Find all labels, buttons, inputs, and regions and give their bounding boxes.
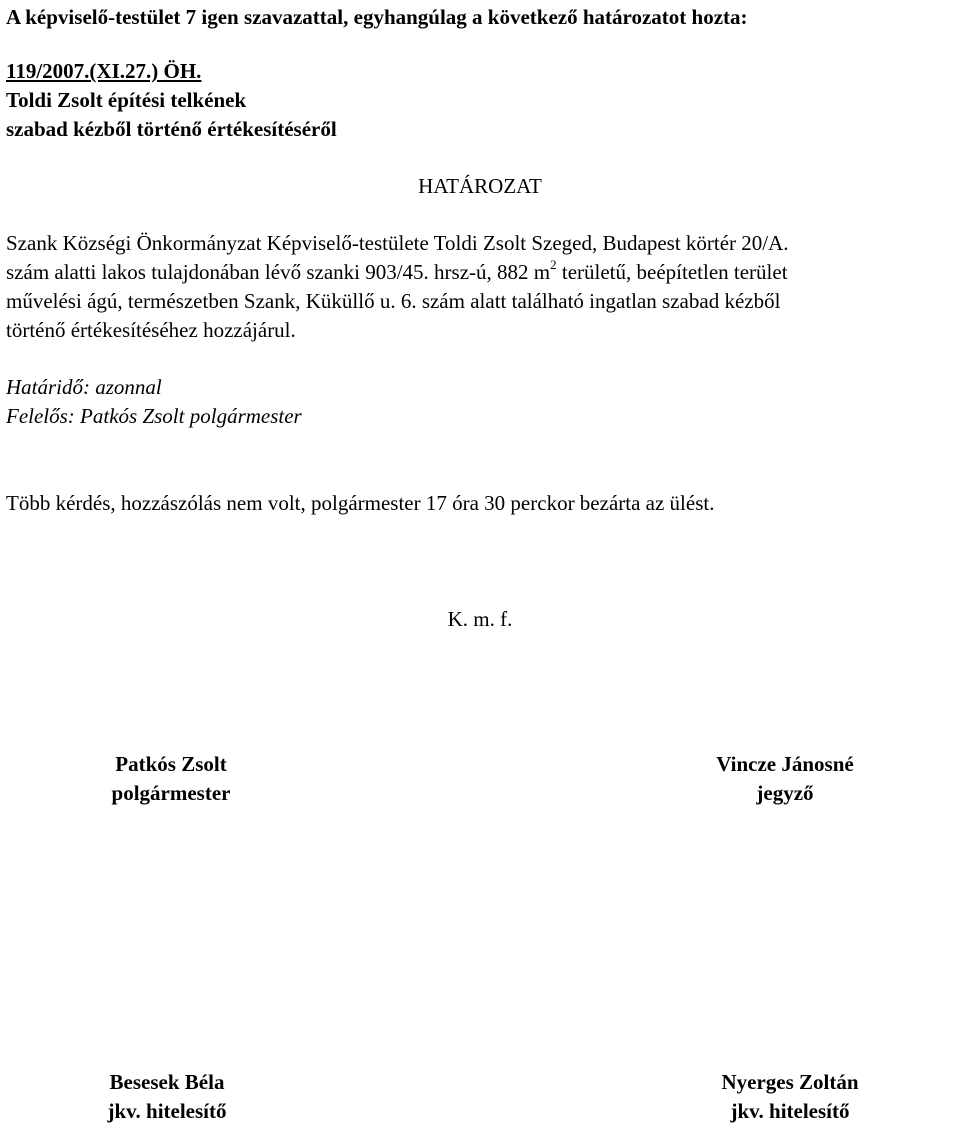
intro-text: A képviselő-testület 7 igen szavazattal, egyhangúlag a következő határozatot hozta: — [6, 5, 748, 29]
signature-witness2 — [690, 1068, 890, 1126]
mayor-name: Patkós Zsolt — [115, 752, 227, 776]
resolution-body-line4: történő értékesítéséhez hozzájárul. — [6, 318, 296, 342]
resolution-subject-line1: Toldi Zsolt építési telkének — [6, 88, 247, 112]
mayor-title: polgármester — [111, 781, 231, 805]
deadline-text: Határidő: azonnal — [6, 375, 162, 399]
superscript-2: 2 — [550, 257, 557, 272]
signature-mayor — [76, 750, 266, 808]
signature-notary — [685, 750, 885, 808]
resolution-number: 119/2007.(XI.27.) ÖH. — [6, 59, 202, 83]
resolution-heading: HATÁROZAT — [418, 174, 542, 198]
witness1-name: Besesek Béla — [109, 1070, 225, 1094]
body-line2-post: területű, beépítetlen terület — [556, 260, 788, 284]
witness2-title: jkv. hitelesítő — [730, 1099, 850, 1123]
resolution-body-line1: Szank Községi Önkormányzat Képviselő-testülete Toldi Zsolt Szeged, Budapest körtér 20/A. — [6, 231, 789, 255]
witness1-title: jkv. hitelesítő — [107, 1099, 227, 1123]
notary-name: Vincze Jánosné — [716, 752, 854, 776]
resolution-body-line2 — [6, 258, 954, 286]
resolution-subject-line2: szabad kézből történő értékesítéséről — [6, 117, 337, 141]
resolution-body-line3: művelési ágú, természetben Szank, Küküllő u. 6. szám alatt található ingatlan szabad kézből — [6, 289, 781, 313]
notary-title: jegyző — [756, 781, 814, 805]
responsible-text: Felelős: Patkós Zsolt polgármester — [6, 404, 302, 428]
witness2-name: Nyerges Zoltán — [721, 1070, 859, 1094]
closing-text: Több kérdés, hozzászólás nem volt, polgármester 17 óra 30 perckor bezárta az ülést. — [6, 491, 715, 515]
body-line2-pre: szám alatti lakos tulajdonában lévő szanki 903/45. hrsz-ú, 882 m — [6, 260, 551, 284]
kmf-text: K. m. f. — [447, 607, 513, 631]
signature-witness1 — [67, 1068, 267, 1126]
